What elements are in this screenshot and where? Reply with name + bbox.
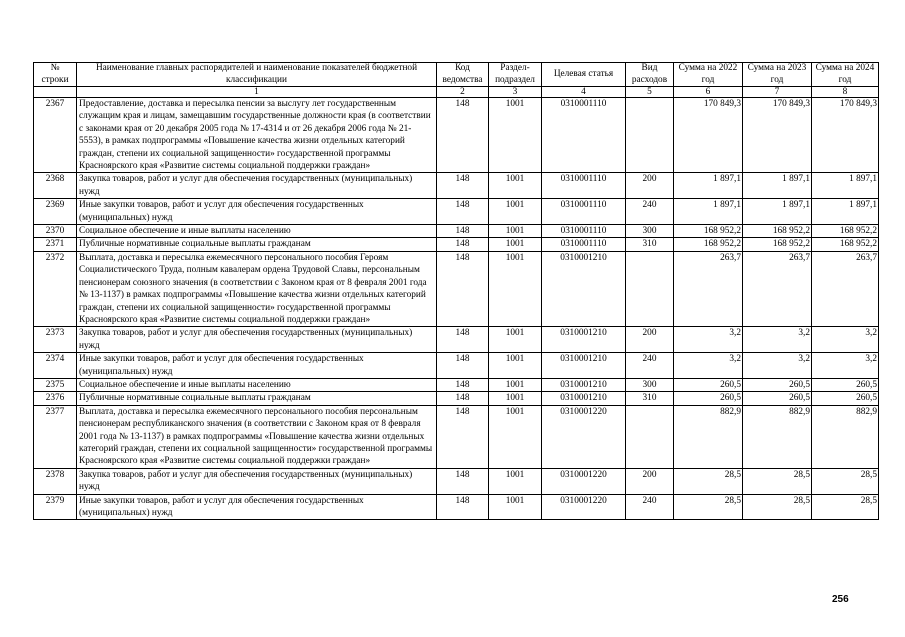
row-number: 2374 bbox=[34, 353, 77, 379]
row-number: 2378 bbox=[34, 468, 77, 494]
row-dept-code: 148 bbox=[437, 251, 489, 326]
table-row bbox=[34, 468, 879, 494]
row-sum-2022: 28,5 bbox=[674, 494, 743, 520]
row-dept-code: 148 bbox=[437, 238, 489, 251]
row-section: 1001 bbox=[489, 251, 542, 326]
row-section: 1001 bbox=[489, 238, 542, 251]
row-number: 2370 bbox=[34, 225, 77, 238]
row-section: 1001 bbox=[489, 98, 542, 173]
column-index: 5 bbox=[626, 87, 674, 98]
row-section: 1001 bbox=[489, 173, 542, 199]
column-index: 7 bbox=[743, 87, 812, 98]
row-section: 1001 bbox=[489, 327, 542, 353]
header-row bbox=[34, 63, 879, 87]
row-exp-type: 240 bbox=[626, 199, 674, 225]
row-sum-2024: 263,7 bbox=[812, 251, 879, 326]
column-index: 1 bbox=[77, 87, 437, 98]
row-dept-code: 148 bbox=[437, 468, 489, 494]
row-sum-2023: 3,2 bbox=[743, 353, 812, 379]
row-sum-2022: 263,7 bbox=[674, 251, 743, 326]
row-number: 2371 bbox=[34, 238, 77, 251]
row-sum-2023: 170 849,3 bbox=[743, 98, 812, 173]
row-sum-2024: 170 849,3 bbox=[812, 98, 879, 173]
row-target: 0310001210 bbox=[542, 251, 626, 326]
table-row bbox=[34, 378, 879, 391]
row-sum-2023: 3,2 bbox=[743, 327, 812, 353]
row-dept-code: 148 bbox=[437, 392, 489, 405]
header-target: Целевая статья bbox=[542, 63, 626, 87]
row-sum-2022: 170 849,3 bbox=[674, 98, 743, 173]
row-sum-2023: 28,5 bbox=[743, 494, 812, 520]
row-section: 1001 bbox=[489, 392, 542, 405]
row-target: 0310001220 bbox=[542, 494, 626, 520]
row-sum-2022: 168 952,2 bbox=[674, 238, 743, 251]
row-sum-2022: 882,9 bbox=[674, 405, 743, 468]
table-body bbox=[34, 98, 879, 520]
row-sum-2022: 168 952,2 bbox=[674, 225, 743, 238]
column-index: 2 bbox=[437, 87, 489, 98]
page-number: 256 bbox=[832, 594, 849, 605]
row-section: 1001 bbox=[489, 468, 542, 494]
row-name: Выплата, доставка и пересылка ежемесячного персонального пособия персональным пенсионерам республиканского значения (в соответствии с Законом края от 8 февраля 2001 года № 13-1137) в рамках подпрограммы «Повышение качества жизни отдельных категорий граждан, степени их социальной защищенности» государственной программы Красноярского края «Развитие системы социальной поддержки граждан» bbox=[77, 405, 437, 468]
row-number: 2373 bbox=[34, 327, 77, 353]
table-row bbox=[34, 251, 879, 326]
row-sum-2023: 28,5 bbox=[743, 468, 812, 494]
row-number: 2372 bbox=[34, 251, 77, 326]
row-name: Иные закупки товаров, работ и услуг для обеспечения государственных (муниципальных) нужд bbox=[77, 353, 437, 379]
row-number: 2376 bbox=[34, 392, 77, 405]
row-sum-2023: 260,5 bbox=[743, 392, 812, 405]
row-sum-2022: 3,2 bbox=[674, 327, 743, 353]
row-number: 2367 bbox=[34, 98, 77, 173]
row-name: Публичные нормативные социальные выплаты гражданам bbox=[77, 392, 437, 405]
row-target: 0310001110 bbox=[542, 238, 626, 251]
table-row bbox=[34, 98, 879, 173]
row-sum-2024: 882,9 bbox=[812, 405, 879, 468]
header-sum-2024: Сумма на 2024 год bbox=[812, 63, 879, 87]
row-sum-2023: 168 952,2 bbox=[743, 225, 812, 238]
table-row bbox=[34, 392, 879, 405]
header-exp-type: Вид расходов bbox=[626, 63, 674, 87]
table-row bbox=[34, 327, 879, 353]
row-sum-2023: 882,9 bbox=[743, 405, 812, 468]
row-sum-2024: 28,5 bbox=[812, 468, 879, 494]
row-exp-type: 200 bbox=[626, 468, 674, 494]
header-sum-2023: Сумма на 2023 год bbox=[743, 63, 812, 87]
table-row bbox=[34, 494, 879, 520]
row-sum-2023: 263,7 bbox=[743, 251, 812, 326]
row-target: 0310001220 bbox=[542, 405, 626, 468]
row-target: 0310001110 bbox=[542, 173, 626, 199]
row-dept-code: 148 bbox=[437, 199, 489, 225]
row-section: 1001 bbox=[489, 378, 542, 391]
row-exp-type: 200 bbox=[626, 173, 674, 199]
row-section: 1001 bbox=[489, 494, 542, 520]
header-dept-code: Код ведомства bbox=[437, 63, 489, 87]
table-row bbox=[34, 199, 879, 225]
row-name: Закупка товаров, работ и услуг для обеспечения государственных (муниципальных) нужд bbox=[77, 327, 437, 353]
column-index: 4 bbox=[542, 87, 626, 98]
row-name: Публичные нормативные социальные выплаты гражданам bbox=[77, 238, 437, 251]
row-exp-type bbox=[626, 251, 674, 326]
row-sum-2024: 260,5 bbox=[812, 378, 879, 391]
row-sum-2024: 3,2 bbox=[812, 353, 879, 379]
header-sum-2022: Сумма на 2022 год bbox=[674, 63, 743, 87]
column-index bbox=[34, 87, 77, 98]
row-sum-2022: 1 897,1 bbox=[674, 199, 743, 225]
row-dept-code: 148 bbox=[437, 378, 489, 391]
row-exp-type: 200 bbox=[626, 327, 674, 353]
row-number: 2377 bbox=[34, 405, 77, 468]
column-index: 3 bbox=[489, 87, 542, 98]
header-row-no: № строки bbox=[34, 63, 77, 87]
row-section: 1001 bbox=[489, 199, 542, 225]
row-dept-code: 148 bbox=[437, 327, 489, 353]
row-sum-2022: 3,2 bbox=[674, 353, 743, 379]
row-target: 0310001110 bbox=[542, 199, 626, 225]
row-sum-2024: 3,2 bbox=[812, 327, 879, 353]
row-target: 0310001220 bbox=[542, 468, 626, 494]
budget-table bbox=[33, 62, 879, 520]
row-exp-type: 310 bbox=[626, 392, 674, 405]
row-dept-code: 148 bbox=[437, 225, 489, 238]
row-sum-2022: 1 897,1 bbox=[674, 173, 743, 199]
column-index: 6 bbox=[674, 87, 743, 98]
row-sum-2024: 168 952,2 bbox=[812, 238, 879, 251]
row-name: Социальное обеспечение и иные выплаты населению bbox=[77, 225, 437, 238]
row-number: 2369 bbox=[34, 199, 77, 225]
table-row bbox=[34, 225, 879, 238]
row-dept-code: 148 bbox=[437, 353, 489, 379]
row-dept-code: 148 bbox=[437, 98, 489, 173]
row-name: Предоставление, доставка и пересылка пенсии за выслугу лет государственным служащим края и лицам, замещавшим государственные должности края (в соответствии с законами края от 20 декабря 2005 года № 17-4314 и от 26 декабря 2006 года № 21-5553), в рамках подпрограммы «Повышение качества жизни отдельных категорий граждан, степени их социальной защищенности» государственной программы Красноярского края «Развитие системы социальной поддержки граждан» bbox=[77, 98, 437, 173]
row-section: 1001 bbox=[489, 225, 542, 238]
row-dept-code: 148 bbox=[437, 173, 489, 199]
row-name: Закупка товаров, работ и услуг для обеспечения государственных (муниципальных) нужд bbox=[77, 173, 437, 199]
row-target: 0310001210 bbox=[542, 378, 626, 391]
row-target: 0310001110 bbox=[542, 98, 626, 173]
row-target: 0310001210 bbox=[542, 327, 626, 353]
row-sum-2023: 1 897,1 bbox=[743, 199, 812, 225]
row-sum-2022: 260,5 bbox=[674, 378, 743, 391]
row-sum-2024: 1 897,1 bbox=[812, 199, 879, 225]
row-target: 0310001210 bbox=[542, 353, 626, 379]
header-section: Раздел-подраздел bbox=[489, 63, 542, 87]
row-name: Иные закупки товаров, работ и услуг для обеспечения государственных (муниципальных) нужд bbox=[77, 199, 437, 225]
table-row bbox=[34, 238, 879, 251]
row-sum-2024: 168 952,2 bbox=[812, 225, 879, 238]
row-name: Социальное обеспечение и иные выплаты населению bbox=[77, 378, 437, 391]
row-exp-type: 300 bbox=[626, 378, 674, 391]
row-number: 2375 bbox=[34, 378, 77, 391]
row-name: Иные закупки товаров, работ и услуг для обеспечения государственных (муниципальных) нужд bbox=[77, 494, 437, 520]
table-row bbox=[34, 405, 879, 468]
row-target: 0310001210 bbox=[542, 392, 626, 405]
row-name: Закупка товаров, работ и услуг для обеспечения государственных (муниципальных) нужд bbox=[77, 468, 437, 494]
header-name: Наименование главных распорядителей и наименование показателей бюджетной классификации bbox=[77, 63, 437, 87]
row-sum-2024: 260,5 bbox=[812, 392, 879, 405]
row-sum-2022: 28,5 bbox=[674, 468, 743, 494]
column-index-row bbox=[34, 87, 879, 98]
row-exp-type bbox=[626, 98, 674, 173]
row-sum-2023: 1 897,1 bbox=[743, 173, 812, 199]
row-exp-type bbox=[626, 405, 674, 468]
row-sum-2023: 260,5 bbox=[743, 378, 812, 391]
row-number: 2379 bbox=[34, 494, 77, 520]
table-row bbox=[34, 173, 879, 199]
row-number: 2368 bbox=[34, 173, 77, 199]
row-sum-2024: 1 897,1 bbox=[812, 173, 879, 199]
row-sum-2022: 260,5 bbox=[674, 392, 743, 405]
row-name: Выплата, доставка и пересылка ежемесячного персонального пособия Героям Социалистического Труда, полным кавалерам ордена Трудовой Славы, персональным пенсионерам союзного значения (в соответствии с Законом края от 8 февраля 2001 года № 13-1137) в рамках подпрограммы «Повышение качества жизни отдельных категорий граждан, степени их социальной защищенности» государственной программы Красноярского края «Развитие системы социальной поддержки граждан» bbox=[77, 251, 437, 326]
row-target: 0310001110 bbox=[542, 225, 626, 238]
row-sum-2023: 168 952,2 bbox=[743, 238, 812, 251]
table-row bbox=[34, 353, 879, 379]
row-exp-type: 300 bbox=[626, 225, 674, 238]
row-dept-code: 148 bbox=[437, 494, 489, 520]
row-exp-type: 240 bbox=[626, 494, 674, 520]
row-section: 1001 bbox=[489, 353, 542, 379]
row-dept-code: 148 bbox=[437, 405, 489, 468]
row-section: 1001 bbox=[489, 405, 542, 468]
row-exp-type: 240 bbox=[626, 353, 674, 379]
row-exp-type: 310 bbox=[626, 238, 674, 251]
column-index: 8 bbox=[812, 87, 879, 98]
row-sum-2024: 28,5 bbox=[812, 494, 879, 520]
